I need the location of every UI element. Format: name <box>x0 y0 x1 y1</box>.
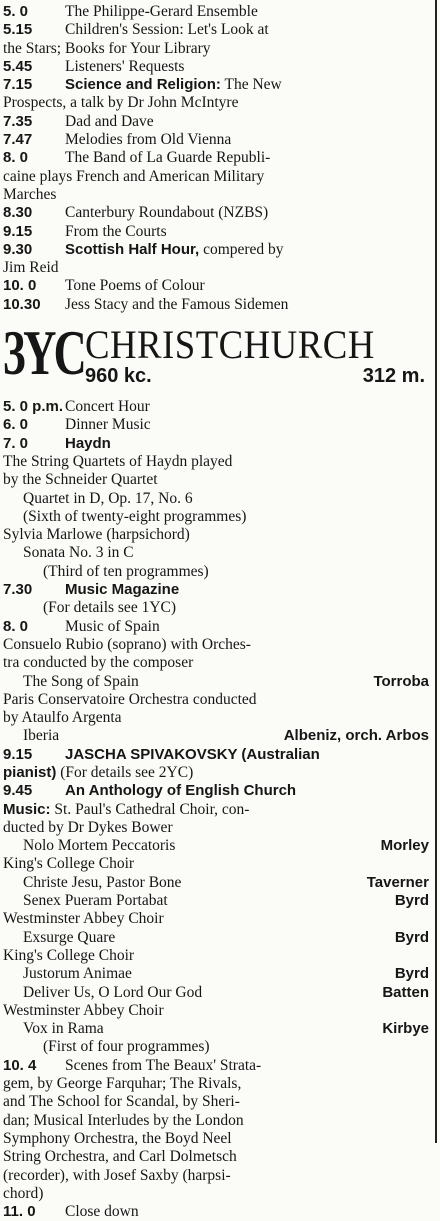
programme-feature-title: Haydn <box>65 434 111 452</box>
work-title: The Song of Spain <box>23 672 139 690</box>
programme-time: 7.15 <box>3 76 33 94</box>
station-city: CHRISTCHURCH <box>85 322 375 368</box>
work-title: Senex Pueram Portabat <box>23 892 168 910</box>
series-note: (First of four programmes) <box>43 1038 210 1056</box>
programme-title <box>65 149 429 167</box>
programme-line <box>3 296 429 314</box>
programme-line <box>3 223 429 241</box>
programme-line <box>3 490 429 508</box>
station-call-sign: 3YC <box>3 317 84 389</box>
programme-time: 8. 0 <box>3 149 29 167</box>
composer-name: Torroba <box>373 672 429 690</box>
programme-continuation: Consuelo Rubio (soprano) with Orches- <box>3 635 251 653</box>
series-note: (Third of ten programmes) <box>43 562 209 580</box>
programme-line <box>3 113 429 131</box>
programme-line <box>3 416 429 434</box>
programme-line <box>3 1020 429 1038</box>
programme-line <box>3 435 429 453</box>
programme-title <box>65 3 429 21</box>
programme-line <box>3 3 429 21</box>
programme-line <box>3 1167 429 1185</box>
programme-line <box>3 837 429 855</box>
programme-line <box>3 727 429 745</box>
programme-line <box>3 131 429 149</box>
programme-description: The New <box>220 76 282 94</box>
programme-line <box>3 1038 429 1056</box>
programme-continuation <box>3 764 429 782</box>
programme-description: Listeners' Requests <box>65 57 185 75</box>
programme-time: 11. 0 <box>3 1203 36 1221</box>
programme-time: 5.15 <box>3 21 33 39</box>
station-wavelength: 312 m. <box>362 365 425 388</box>
programme-title <box>65 131 429 149</box>
programme-continuation: gem, by George Farquhar; The Rivals, <box>3 1075 242 1093</box>
programme-description: St. Paul's Cathedral Choir, con- <box>50 800 250 818</box>
programme-line <box>3 910 429 928</box>
programme-continuation: Westminster Abbey Choir <box>3 910 164 928</box>
work-title: Iberia <box>23 727 60 745</box>
column-rule <box>435 0 437 1143</box>
programme-time: 8. 0 <box>3 617 29 635</box>
programme-time: 10. 0 <box>3 277 37 295</box>
programme-time: 7.30 <box>3 581 33 599</box>
programme-line <box>3 654 429 672</box>
programme-line <box>3 965 429 983</box>
programme-line <box>3 94 429 112</box>
programme-time: 7.35 <box>3 112 33 130</box>
programme-line <box>3 58 429 76</box>
programme-title <box>65 241 429 259</box>
programme-line <box>3 636 429 654</box>
programme-feature-title: Science and Religion: <box>65 76 221 94</box>
programme-feature-title: Music Magazine <box>65 581 180 599</box>
programme-line <box>3 526 429 544</box>
programme-feature-title: JASCHA SPIVAKOVSKY (Australian <box>65 745 320 763</box>
programme-line <box>3 149 429 167</box>
programme-line <box>3 929 429 947</box>
programme-continuation: Prospects, a talk by Dr John McIntyre <box>3 94 239 112</box>
programme-continuation <box>3 801 429 819</box>
programme-description: Dinner Music <box>65 416 151 434</box>
programme-line <box>3 471 429 489</box>
programme-title <box>65 58 429 76</box>
programme-line <box>3 563 429 581</box>
programme-description: (For details see 2YC) <box>56 763 194 781</box>
programme-line <box>3 40 429 58</box>
programme-line <box>3 984 429 1002</box>
programme-line <box>3 508 429 526</box>
programme-feature-title: Scottish Half Hour, <box>65 240 200 258</box>
programme-line <box>3 1130 429 1148</box>
programme-title <box>65 618 429 636</box>
programme-description: Tone Poems of Colour <box>65 277 205 295</box>
programme-title <box>65 1057 429 1075</box>
programme-line <box>3 1093 429 1111</box>
composer-name: Kirbye <box>382 1020 429 1038</box>
programme-list-previous-station <box>3 3 429 314</box>
programme-line <box>3 1002 429 1020</box>
programme-time: 10. 4 <box>3 1056 37 1074</box>
programme-continuation: by Ataulfo Argenta <box>3 709 122 727</box>
programme-line <box>3 709 429 727</box>
work-title: Christe Jesu, Pastor Bone <box>23 873 182 891</box>
programme-time: 9.45 <box>3 782 33 800</box>
programme-time: 10.30 <box>3 295 41 313</box>
programme-line <box>3 168 429 186</box>
programme-line <box>3 1112 429 1130</box>
programme-line <box>3 599 429 617</box>
programme-feature-title: An Anthology of English Church <box>65 782 297 800</box>
programme-continuation: caine plays French and American Military <box>3 167 265 185</box>
programme-title <box>65 21 429 39</box>
programme-continuation: Marches <box>3 185 57 203</box>
programme-continuation: The String Quartets of Haydn played <box>3 452 233 470</box>
programme-description: Dad and Dave <box>65 112 154 130</box>
programme-continuation: King's College Choir <box>3 946 135 964</box>
programme-continuation: tra conducted by the composer <box>3 654 194 672</box>
programme-time: 7. 0 <box>3 434 29 452</box>
programme-line <box>3 782 429 800</box>
programme-line <box>3 691 429 709</box>
work-title: Sonata No. 3 in C <box>23 544 134 562</box>
station-frequency: 960 kc. <box>85 365 152 388</box>
programme-continuation: chord) <box>3 1184 44 1202</box>
programme-title <box>65 782 429 800</box>
programme-title <box>65 746 429 764</box>
programme-line <box>3 892 429 910</box>
programme-continuation: Jim Reid <box>3 259 59 277</box>
work-title: Quartet in D, Op. 17, No. 6 <box>23 489 193 507</box>
programme-time: 5.45 <box>3 57 33 75</box>
composer-name: Morley <box>380 837 429 855</box>
programme-continuation: Symphony Orchestra, the Boyd Neel <box>3 1129 232 1147</box>
programme-line <box>3 1075 429 1093</box>
work-title: Justorum Animae <box>23 965 132 983</box>
programme-title <box>65 204 429 222</box>
programme-line <box>3 1148 429 1166</box>
work-title: (Sixth of twenty-eight programmes) <box>23 507 247 525</box>
programme-continuation: Sylvia Marlowe (harpsichord) <box>3 526 190 544</box>
programme-line <box>3 618 429 636</box>
programme-continuation: King's College Choir <box>3 855 135 873</box>
programme-line <box>3 673 429 691</box>
programme-line <box>3 1203 429 1221</box>
programme-continuation: by the Schneider Quartet <box>3 471 158 489</box>
composer-name: Albeniz, orch. Arbos <box>283 727 429 745</box>
composer-name: Taverner <box>366 873 429 891</box>
programme-description: The Band of La Guarde Republi- <box>65 149 271 167</box>
programme-title <box>65 1203 429 1221</box>
programme-description: From the Courts <box>65 222 167 240</box>
programme-title <box>65 113 429 131</box>
station-header <box>3 318 429 394</box>
programme-description: Music of Spain <box>65 617 160 635</box>
work-title: Nolo Mortem Peccatoris <box>23 837 176 855</box>
programme-description: Concert Hour <box>65 398 150 416</box>
programme-description: Melodies from Old Vienna <box>65 131 232 149</box>
programme-time: 8.30 <box>3 204 33 222</box>
programme-description: Scenes from The Beaux' Strata- <box>65 1056 262 1074</box>
programme-continuation: dan; Musical Interludes by the London <box>3 1111 244 1129</box>
programme-continuation: Paris Conservatoire Orchestra conducted <box>3 690 257 708</box>
programme-line <box>3 186 429 204</box>
programme-line <box>3 398 429 416</box>
work-title: Vox in Rama <box>23 1020 104 1038</box>
programme-line <box>3 1057 429 1075</box>
programme-continuation: and The School for Scandal, by Sheri- <box>3 1093 240 1111</box>
programme-line <box>3 204 429 222</box>
programme-line <box>3 746 429 764</box>
programme-line <box>3 947 429 965</box>
programme-line <box>3 801 429 819</box>
programme-line <box>3 241 429 259</box>
composer-name: Byrd <box>394 892 429 910</box>
programme-continuation: Westminster Abbey Choir <box>3 1001 164 1019</box>
programme-feature-title: pianist) <box>3 763 57 781</box>
listings-column <box>3 3 429 1221</box>
programme-time: 9.15 <box>3 222 33 240</box>
programme-continuation: ducted by Dr Dykes Bower <box>3 818 173 836</box>
programme-title <box>65 435 429 453</box>
programme-line <box>3 453 429 471</box>
programme-line <box>3 21 429 39</box>
programme-description: compered by <box>199 240 284 258</box>
programme-line <box>3 581 429 599</box>
composer-name: Byrd <box>394 965 429 983</box>
work-title: Exsurge Quare <box>23 928 116 946</box>
programme-time: 7.47 <box>3 131 33 149</box>
programme-feature-title: Music: <box>3 800 51 818</box>
programme-line <box>3 764 429 782</box>
programme-line <box>3 277 429 295</box>
programme-title <box>65 277 429 295</box>
programme-time: 9.30 <box>3 240 33 258</box>
programme-description: Close down <box>65 1203 139 1221</box>
work-title: Deliver Us, O Lord Our God <box>23 983 203 1001</box>
programme-line <box>3 544 429 562</box>
programme-continuation: the Stars; Books for Your Library <box>3 39 211 57</box>
programme-title <box>65 581 429 599</box>
programme-time: 9.15 <box>3 745 33 763</box>
programme-description: Jess Stacy and the Famous Sidemen <box>65 295 289 313</box>
programme-description: Canterbury Roundabout (NZBS) <box>65 204 269 222</box>
programme-line <box>3 259 429 277</box>
programme-time: 5. 0 <box>3 3 29 20</box>
programme-description: Children's Session: Let's Look at <box>65 21 269 39</box>
programme-title <box>65 76 429 94</box>
programme-line <box>3 1185 429 1203</box>
programme-line <box>3 76 429 94</box>
programme-title <box>65 223 429 241</box>
programme-time: 5. 0 p.m. <box>3 398 64 416</box>
programme-continuation: (recorder), with Josef Saxby (harpsi- <box>3 1166 231 1184</box>
programme-line <box>3 855 429 873</box>
series-note: (For details see 1YC) <box>43 599 177 617</box>
programme-continuation: String Orchestra, and Carl Dolmetsch <box>3 1148 237 1166</box>
composer-name: Batten <box>382 983 429 1001</box>
programme-title <box>65 296 429 314</box>
programme-list-3yc <box>3 398 429 1221</box>
programme-line <box>3 874 429 892</box>
composer-name: Byrd <box>394 928 429 946</box>
programme-title <box>65 416 429 434</box>
programme-line <box>3 819 429 837</box>
programme-time: 6. 0 <box>3 416 29 434</box>
programme-title <box>65 398 429 416</box>
programme-description: The Philippe-Gerard Ensemble <box>65 3 258 20</box>
